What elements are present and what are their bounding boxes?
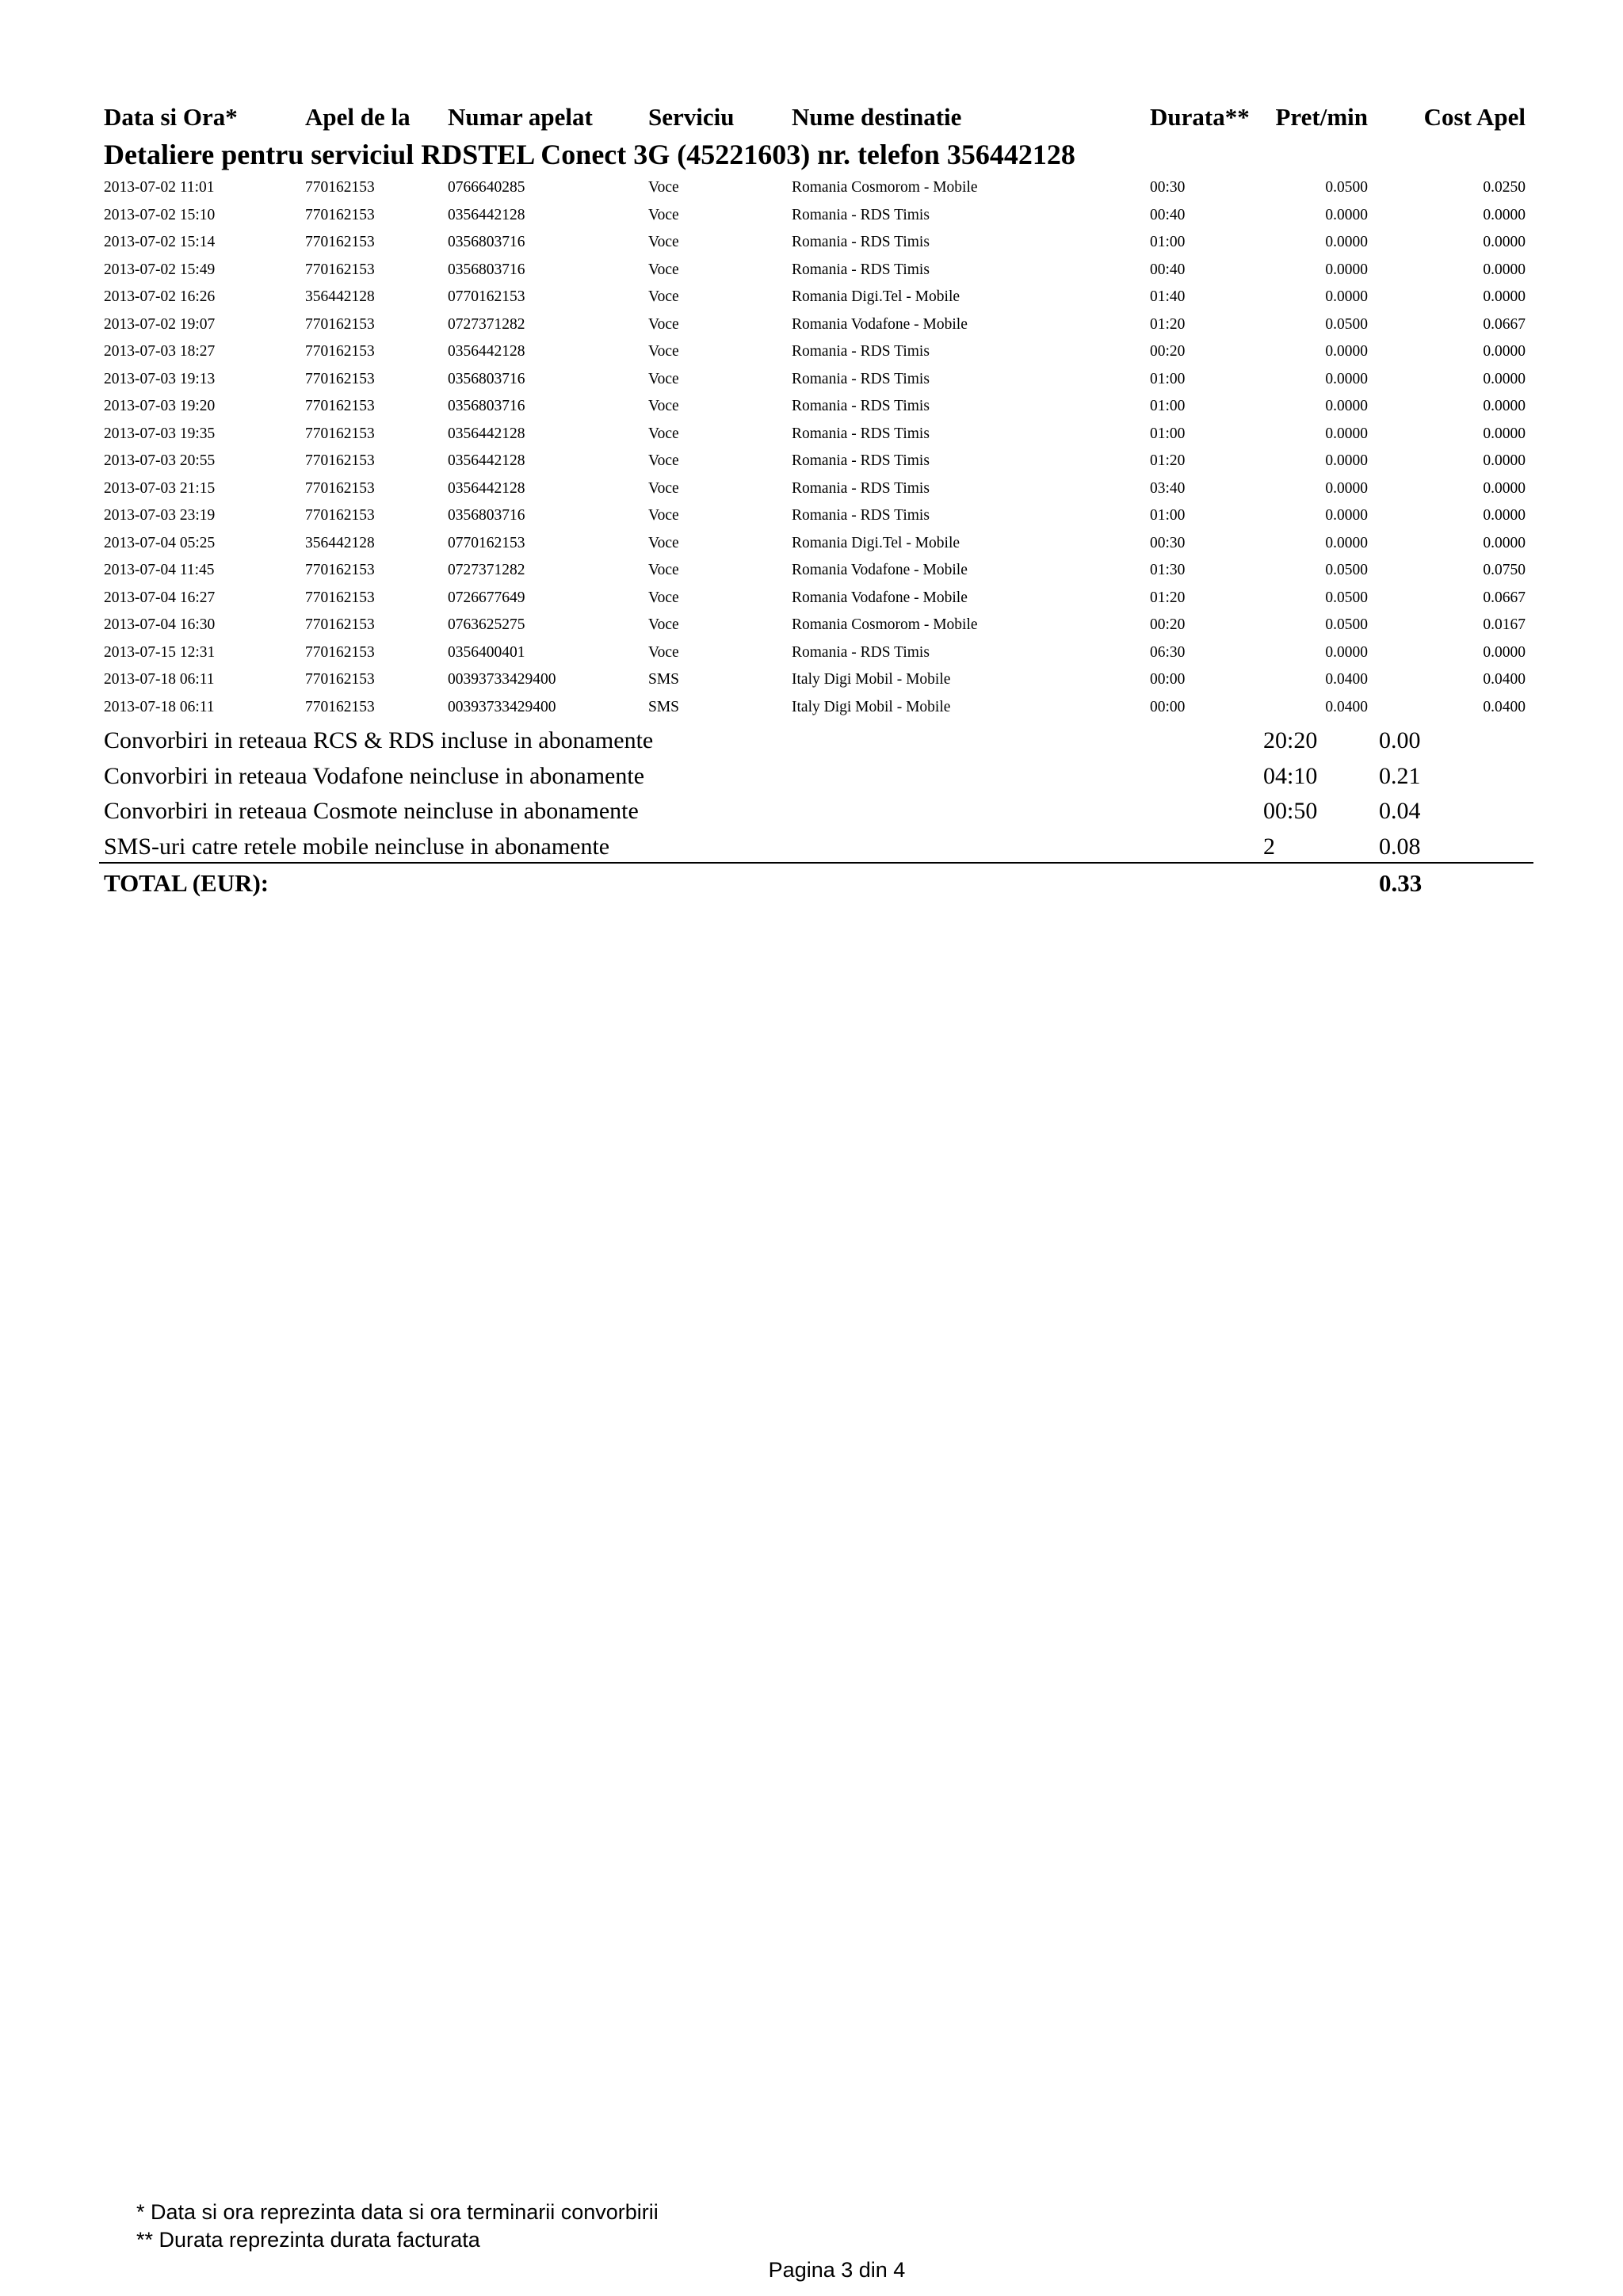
summary-cost: 0.08	[1379, 833, 1421, 860]
cell-destination: Romania Digi.Tel - Mobile	[792, 288, 960, 305]
cell-destination: Romania - RDS Timis	[792, 206, 930, 223]
cell-duration: 00:20	[1150, 343, 1186, 360]
page-number: Pagina 3 din 4	[768, 2258, 906, 2282]
cell-number: 0356442128	[448, 452, 525, 469]
cell-from: 770162153	[305, 643, 375, 661]
summary-duration: 20:20	[1263, 727, 1318, 753]
cell-price: 0.0500	[1325, 589, 1368, 606]
cell-service: SMS	[648, 671, 680, 688]
cell-service: SMS	[648, 698, 680, 715]
cell-destination: Romania Vodafone - Mobile	[792, 562, 968, 578]
total-divider	[99, 862, 1533, 864]
cell-service: Voce	[648, 261, 679, 278]
header-number: Numar apelat	[448, 103, 593, 131]
table-row	[0, 313, 1623, 341]
cell-from: 770162153	[305, 616, 375, 633]
cell-price: 0.0000	[1325, 643, 1368, 661]
cell-number: 0356803716	[448, 507, 525, 524]
call-detail-table	[0, 176, 1623, 723]
cell-cost: 0.0000	[1483, 398, 1526, 414]
cell-price: 0.0000	[1325, 261, 1368, 278]
cell-duration: 01:20	[1150, 452, 1186, 469]
cell-cost: 0.0400	[1483, 698, 1526, 715]
table-row	[0, 504, 1623, 532]
table-row	[0, 340, 1623, 368]
cell-service: Voce	[648, 206, 679, 223]
cell-number: 0356803716	[448, 398, 525, 414]
cell-cost: 0.0000	[1483, 234, 1526, 250]
cell-cost: 0.0000	[1483, 206, 1526, 223]
cell-number: 0356803716	[448, 234, 525, 250]
summary-label: Convorbiri in reteaua RCS & RDS incluse in abonamente	[104, 727, 654, 753]
cell-cost: 0.0000	[1483, 479, 1526, 497]
cell-from: 356442128	[305, 288, 375, 305]
cell-from: 356442128	[305, 534, 375, 551]
cell-destination: Romania Digi.Tel - Mobile	[792, 534, 960, 551]
cell-price: 0.0400	[1325, 698, 1368, 715]
cell-destination: Romania - RDS Timis	[792, 261, 930, 278]
cell-number: 0356442128	[448, 479, 525, 497]
cell-duration: 01:40	[1150, 288, 1186, 305]
cell-service: Voce	[648, 370, 679, 387]
summary-duration: 04:10	[1263, 762, 1318, 789]
cell-price: 0.0500	[1325, 179, 1368, 196]
table-row	[0, 231, 1623, 258]
cell-duration: 00:30	[1150, 534, 1186, 551]
cell-date: 2013-07-03 18:27	[104, 343, 216, 360]
table-row	[0, 559, 1623, 586]
cell-from: 770162153	[305, 179, 375, 196]
table-row	[0, 668, 1623, 696]
cell-price: 0.0000	[1325, 370, 1368, 387]
cell-date: 2013-07-03 21:15	[104, 479, 216, 497]
cell-price: 0.0000	[1325, 343, 1368, 360]
cell-destination: Italy Digi Mobil - Mobile	[792, 671, 951, 688]
cell-service: Voce	[648, 507, 679, 524]
table-row	[0, 449, 1623, 477]
cell-duration: 00:30	[1150, 179, 1186, 196]
cell-duration: 03:40	[1150, 479, 1186, 497]
cell-duration: 00:40	[1150, 261, 1186, 278]
cell-service: Voce	[648, 315, 679, 333]
cell-destination: Romania - RDS Timis	[792, 370, 930, 387]
cell-date: 2013-07-04 11:45	[104, 562, 215, 578]
cell-number: 0766640285	[448, 179, 525, 196]
cell-number: 0770162153	[448, 288, 525, 305]
cell-cost: 0.0000	[1483, 261, 1526, 278]
summary-cost: 0.00	[1379, 727, 1421, 753]
cell-price: 0.0500	[1325, 616, 1368, 633]
cell-destination: Romania - RDS Timis	[792, 507, 930, 524]
cell-destination: Romania - RDS Timis	[792, 643, 930, 661]
cell-number: 0727371282	[448, 562, 525, 578]
cell-cost: 0.0000	[1483, 288, 1526, 305]
cell-date: 2013-07-02 15:10	[104, 206, 216, 223]
cell-service: Voce	[648, 288, 679, 305]
cell-date: 2013-07-02 15:49	[104, 261, 216, 278]
total-label: TOTAL (EUR):	[104, 869, 269, 897]
cell-date: 2013-07-02 19:07	[104, 315, 216, 333]
cell-price: 0.0000	[1325, 288, 1368, 305]
cell-date: 2013-07-03 23:19	[104, 507, 216, 524]
cell-destination: Romania - RDS Timis	[792, 425, 930, 442]
cell-from: 770162153	[305, 452, 375, 469]
cell-duration: 01:00	[1150, 507, 1186, 524]
header-from: Apel de la	[305, 103, 411, 131]
cell-from: 770162153	[305, 261, 375, 278]
summary-duration: 00:50	[1263, 798, 1318, 824]
table-row	[0, 285, 1623, 313]
cell-cost: 0.0400	[1483, 671, 1526, 688]
cell-service: Voce	[648, 179, 679, 196]
cell-duration: 01:00	[1150, 234, 1186, 250]
cell-number: 0726677649	[448, 589, 525, 606]
cell-destination: Romania - RDS Timis	[792, 398, 930, 414]
footnote-date: * Data si ora reprezinta data si ora terminarii convorbirii	[136, 2200, 659, 2224]
cell-cost: 0.0000	[1483, 452, 1526, 469]
cell-cost: 0.0000	[1483, 343, 1526, 360]
header-cost: Cost Apel	[1423, 103, 1526, 131]
cell-destination: Romania - RDS Timis	[792, 452, 930, 469]
cell-destination: Romania - RDS Timis	[792, 479, 930, 497]
cell-destination: Romania Vodafone - Mobile	[792, 589, 968, 606]
summary-duration: 2	[1263, 833, 1275, 860]
cell-duration: 00:20	[1150, 616, 1186, 633]
cell-cost: 0.0000	[1483, 425, 1526, 442]
cell-cost: 0.0250	[1483, 179, 1526, 196]
cell-from: 770162153	[305, 507, 375, 524]
header-destination: Nume destinatie	[792, 103, 962, 131]
cell-price: 0.0000	[1325, 206, 1368, 223]
total-value: 0.33	[1379, 869, 1423, 897]
summary-row	[0, 726, 1623, 761]
header-price: Pret/min	[1275, 103, 1368, 131]
cell-number: 0356803716	[448, 370, 525, 387]
cell-duration: 01:30	[1150, 562, 1186, 578]
cell-date: 2013-07-03 20:55	[104, 452, 216, 469]
summary-cost: 0.21	[1379, 762, 1421, 789]
cell-date: 2013-07-03 19:20	[104, 398, 216, 414]
cell-date: 2013-07-18 06:11	[104, 671, 215, 688]
cell-service: Voce	[648, 643, 679, 661]
cell-duration: 00:00	[1150, 671, 1186, 688]
cell-destination: Italy Digi Mobil - Mobile	[792, 698, 951, 715]
cell-number: 00393733429400	[448, 698, 556, 715]
cell-cost: 0.0750	[1483, 562, 1526, 578]
cell-service: Voce	[648, 234, 679, 250]
table-row	[0, 532, 1623, 559]
header-service: Serviciu	[648, 103, 735, 131]
cell-service: Voce	[648, 343, 679, 360]
header-date: Data si Ora*	[104, 103, 238, 131]
table-row	[0, 586, 1623, 614]
cell-price: 0.0000	[1325, 479, 1368, 497]
table-row	[0, 422, 1623, 450]
cell-number: 0763625275	[448, 616, 525, 633]
cell-number: 0356442128	[448, 206, 525, 223]
cell-number: 0356400401	[448, 643, 525, 661]
table-row	[0, 395, 1623, 422]
cell-destination: Romania - RDS Timis	[792, 343, 930, 360]
table-row	[0, 176, 1623, 204]
cell-price: 0.0000	[1325, 452, 1368, 469]
cell-price: 0.0000	[1325, 234, 1368, 250]
cell-service: Voce	[648, 534, 679, 551]
cell-cost: 0.0167	[1483, 616, 1526, 633]
cell-from: 770162153	[305, 479, 375, 497]
cell-price: 0.0000	[1325, 425, 1368, 442]
table-row	[0, 696, 1623, 723]
cell-destination: Romania Cosmorom - Mobile	[792, 179, 978, 196]
cell-destination: Romania Cosmorom - Mobile	[792, 616, 978, 633]
cell-cost: 0.0000	[1483, 534, 1526, 551]
cell-price: 0.0500	[1325, 315, 1368, 333]
cell-destination: Romania Vodafone - Mobile	[792, 315, 968, 333]
cell-service: Voce	[648, 398, 679, 414]
cell-price: 0.0000	[1325, 507, 1368, 524]
cell-cost: 0.0000	[1483, 370, 1526, 387]
cell-from: 770162153	[305, 234, 375, 250]
cell-date: 2013-07-04 16:30	[104, 616, 216, 633]
summary-label: Convorbiri in reteaua Cosmote neincluse in abonamente	[104, 798, 639, 824]
cell-number: 0356803716	[448, 261, 525, 278]
cell-from: 770162153	[305, 343, 375, 360]
cell-service: Voce	[648, 589, 679, 606]
cell-service: Voce	[648, 479, 679, 497]
cell-cost: 0.0667	[1483, 589, 1526, 606]
cell-date: 2013-07-03 19:35	[104, 425, 216, 442]
cell-date: 2013-07-02 11:01	[104, 179, 215, 196]
cell-duration: 00:40	[1150, 206, 1186, 223]
cell-number: 0770162153	[448, 534, 525, 551]
cell-from: 770162153	[305, 562, 375, 578]
cell-from: 770162153	[305, 398, 375, 414]
cell-duration: 06:30	[1150, 643, 1186, 661]
cell-date: 2013-07-02 15:14	[104, 234, 216, 250]
table-row	[0, 477, 1623, 505]
cell-duration: 01:20	[1150, 589, 1186, 606]
cell-from: 770162153	[305, 698, 375, 715]
cell-number: 0727371282	[448, 315, 525, 333]
summary-cost: 0.04	[1379, 798, 1421, 824]
cell-price: 0.0000	[1325, 534, 1368, 551]
total-row	[0, 869, 1623, 904]
cell-service: Voce	[648, 425, 679, 442]
cell-duration: 01:00	[1150, 398, 1186, 414]
cell-duration: 01:00	[1150, 370, 1186, 387]
cell-date: 2013-07-04 05:25	[104, 534, 216, 551]
cell-number: 00393733429400	[448, 671, 556, 688]
table-row	[0, 204, 1623, 231]
summary-section	[0, 726, 1623, 867]
cell-number: 0356442128	[448, 425, 525, 442]
table-header	[0, 103, 1623, 138]
cell-from: 770162153	[305, 671, 375, 688]
table-row	[0, 613, 1623, 641]
cell-price: 0.0500	[1325, 562, 1368, 578]
cell-duration: 01:20	[1150, 315, 1186, 333]
cell-duration: 00:00	[1150, 698, 1186, 715]
cell-from: 770162153	[305, 315, 375, 333]
cell-service: Voce	[648, 616, 679, 633]
cell-date: 2013-07-15 12:31	[104, 643, 216, 661]
table-row	[0, 368, 1623, 395]
summary-label: Convorbiri in reteaua Vodafone neincluse in abonamente	[104, 762, 645, 789]
cell-price: 0.0000	[1325, 398, 1368, 414]
cell-service: Voce	[648, 562, 679, 578]
cell-number: 0356442128	[448, 343, 525, 360]
header-duration: Durata**	[1150, 103, 1250, 131]
summary-row	[0, 761, 1623, 797]
table-row	[0, 258, 1623, 286]
cell-from: 770162153	[305, 425, 375, 442]
section-title: Detaliere pentru serviciul RDSTEL Conect 3G (45221603) nr. telefon 356442128	[104, 139, 1075, 170]
cell-cost: 0.0000	[1483, 507, 1526, 524]
summary-row	[0, 796, 1623, 832]
cell-from: 770162153	[305, 589, 375, 606]
cell-from: 770162153	[305, 370, 375, 387]
cell-date: 2013-07-02 16:26	[104, 288, 216, 305]
cell-from: 770162153	[305, 206, 375, 223]
cell-service: Voce	[648, 452, 679, 469]
cell-cost: 0.0667	[1483, 315, 1526, 333]
cell-date: 2013-07-18 06:11	[104, 698, 215, 715]
cell-cost: 0.0000	[1483, 643, 1526, 661]
cell-price: 0.0400	[1325, 671, 1368, 688]
cell-duration: 01:00	[1150, 425, 1186, 442]
cell-date: 2013-07-03 19:13	[104, 370, 216, 387]
summary-label: SMS-uri catre retele mobile neincluse in abonamente	[104, 833, 610, 860]
cell-destination: Romania - RDS Timis	[792, 234, 930, 250]
cell-date: 2013-07-04 16:27	[104, 589, 216, 606]
footnote-duration: ** Durata reprezinta durata facturata	[136, 2228, 480, 2252]
table-row	[0, 641, 1623, 669]
